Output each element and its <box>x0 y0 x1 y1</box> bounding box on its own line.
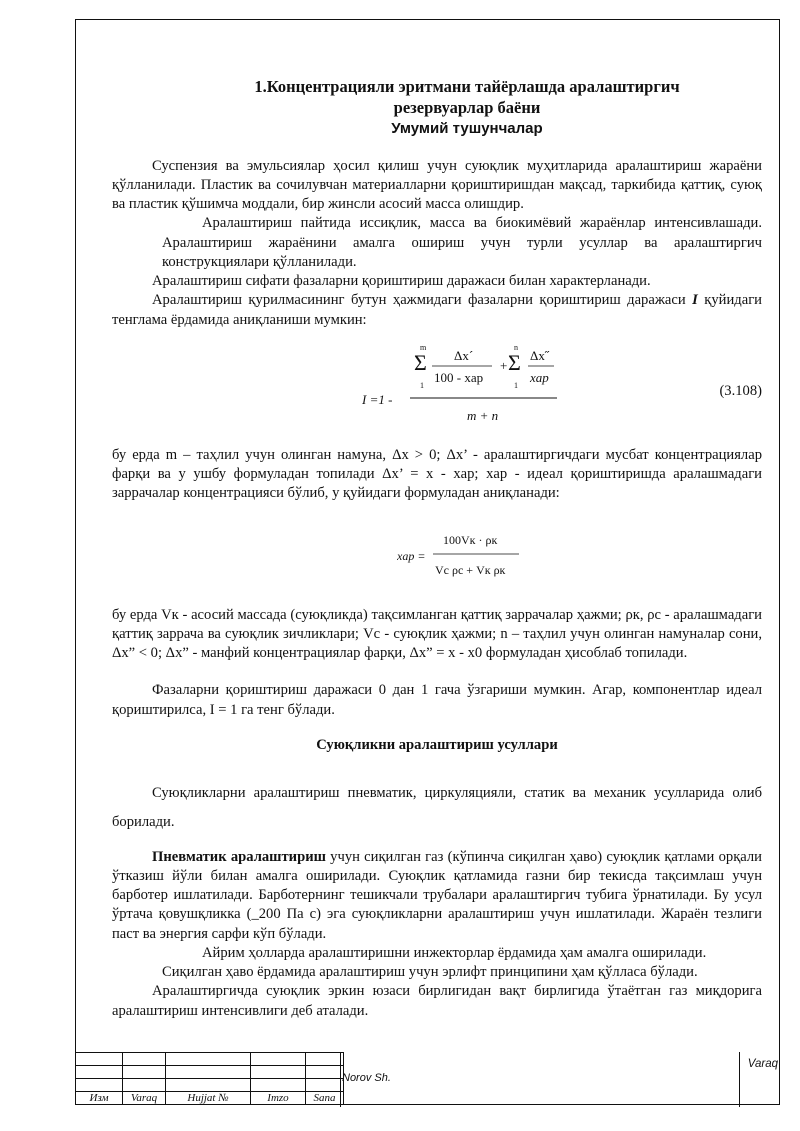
frac1-den: 100 - xар <box>434 369 484 385</box>
paragraph-10: Айрим ҳолларда аралаштиришни инжекторлар ёрдамида ҳам амалга оширилади. <box>202 944 707 961</box>
sum1-top: m <box>420 342 427 352</box>
equation-number: (3.108) <box>719 382 762 399</box>
sum2-top: n <box>514 342 518 352</box>
paragraph-3: Аралаштириш сифати фазаларни қориштириш даражаси билан характерланади. <box>152 273 651 290</box>
stamp-cell <box>76 1053 123 1066</box>
formula-3-108 <box>112 336 762 436</box>
stamp-cell <box>166 1066 251 1079</box>
paragraph-9 <box>112 848 762 944</box>
stamp-divider <box>340 1052 341 1107</box>
p4-pre: Аралаштириш қурилмасининг бутун ҳажмидаги фазаларни қориштириш даражаси <box>152 292 693 309</box>
stamp-col-izm: Изм <box>76 1092 123 1105</box>
document-body <box>112 76 762 1021</box>
stamp-grid <box>75 1052 344 1105</box>
paragraph-6: бу ерда Vк - асосий массада (суюқликда) тақсимланган қаттиқ заррачалар ҳажми; ρк, ρс - аралашмадаги қаттиқ заррача ва суюқлик зичликлари; Vс - суюқлик ҳажми; n – таҳлил учун олинган намуналар сони, Δx” < 0; Δx” - манфий концентрациялар фарқи, Δx” = x - x0 формуладан ҳисоблаб топилади. <box>112 606 762 662</box>
stamp-cell <box>306 1066 344 1079</box>
p4-post: қуйидаги тенглама ёрдамида аниқланиши мумкин: <box>112 292 762 328</box>
sum2-sigma: Σ <box>508 349 521 375</box>
stamp-cell <box>166 1079 251 1092</box>
paragraph-5: бу ерда m – таҳлил учун олинган намуна, Δx > 0; Δx’ - аралаштиргичдаги мусбат концентрациялар фарқи ва у ушбу формуладан топилади Δx’ = x - xар; xар - идеал қориштиришда аралашмадаги заррачалар концентрацияси бўлиб, у қуйидаги формуладан аниқланади: <box>112 446 762 502</box>
paragraph-4 <box>112 291 762 330</box>
frac1-num: Δx´ <box>454 347 474 363</box>
stamp-cell <box>123 1079 166 1092</box>
stamp-cell <box>123 1053 166 1066</box>
stamp-cell <box>251 1066 306 1079</box>
title-line-2: резервуарлар баёни <box>393 98 541 118</box>
paragraph-7: Фазаларни қориштириш даражаси 0 дан 1 гача ўзгариши мумкин. Агар, компонентлар идеал қориштирилса, I = 1 га тенг бўлади. <box>112 682 762 718</box>
frac2-num: Δx˝ <box>530 347 550 363</box>
page-subtitle: Умумий тушунчалар <box>391 119 543 137</box>
stamp-varaq-label: Varaq <box>747 1058 778 1070</box>
stamp-col-imzo: Imzo <box>251 1092 306 1105</box>
paragraph-11: Сиқилган ҳаво ёрдамида аралаштириш учун эрлифт принципини ҳам қўлласа бўлади. <box>162 964 698 981</box>
formula-xar-svg <box>397 518 657 592</box>
frac2-den: xар <box>530 369 549 385</box>
stamp-cell <box>76 1066 123 1079</box>
stamp-cell <box>166 1053 251 1066</box>
sum2-bottom: 1 <box>514 380 518 390</box>
stamp-author: Norov Sh. <box>342 1072 391 1084</box>
sum1-bottom: 1 <box>420 380 424 390</box>
p9-rest: учун сиқилган газ (кўпинча сиқилган ҳаво) суюқлик қатлами орқали ўтказиш йўли билан амалга оширилади. Суюқлик қатламида газни бир текисда тақсимлаш учун барботер ишлатилади. Барботернинг тешикчали трубалари аралаштиргич тубига ўрнатилади. Бу усул ўртача қовушқликка (_200 Па с) эга суюқликларни аралаштириш учун ишлатилади. Жараён тезлиги паст ва энергия сарфи кўп бўлади. <box>112 848 762 942</box>
paragraph-12: Аралаштиргичда суюқлик эркин юзаси бирлигидан вақт бирлигида ўтаётган газ миқдорига аралаштириш интенсивлиги деб аталади. <box>112 983 762 1019</box>
paragraph-2: Аралаштириш пайтида иссиқлик, масса ва биокимёвий жараёнлар интенсивлашади. Аралаштириш жараёнини амалга ошириш учун турли усуллар ва аралаштиргич конструкциялари қўлланилади. <box>162 215 762 270</box>
title-line-1: 1.Концентрацияли эритмани тайёрлашда аралаштиргич <box>254 77 680 96</box>
section-title: Суюқликни аралаштириш усуллари <box>316 736 558 753</box>
p9-bold: Пневматик аралаштириш <box>152 848 326 865</box>
page-title <box>172 76 762 119</box>
stamp-varaq-box <box>739 1052 780 1107</box>
formula-xar <box>112 518 762 592</box>
paragraph-8: Суюқликларни аралаштириш пневматик, циркуляцияли, статик ва механик усулларида олиб борилади. <box>112 785 762 831</box>
stamp-cell <box>251 1079 306 1092</box>
formula-lhs: I =1 - <box>362 391 393 407</box>
formula2-lhs: xар = <box>397 548 426 563</box>
p4-symbol: I <box>692 292 698 309</box>
stamp-col-varaq: Varaq <box>123 1092 166 1105</box>
stamp-cell <box>123 1066 166 1079</box>
stamp-cell <box>306 1079 344 1092</box>
stamp-col-hujjat: Hujjat № <box>166 1092 251 1105</box>
stamp-col-sana: Sana <box>306 1092 344 1105</box>
paragraph-1: Суспензия ва эмульсиялар ҳосил қилиш учун суюқлик муҳитларида аралаштириш жараёни қўлланилади. Пластик ва сочилувчан материалларни қориштиришдан мақсад, таркибида қаттиқ, суюқ ва пластик қўшимча моддали, бир жинсли асосий масса олишдир. <box>112 157 762 213</box>
plus-sign: + <box>500 357 508 373</box>
formula2-denominator: Vс ρс + Vк ρк <box>435 562 506 577</box>
main-denominator: m + n <box>467 407 499 423</box>
sum1-sigma: Σ <box>414 349 427 375</box>
stamp-cell <box>306 1053 344 1066</box>
stamp-cell <box>251 1053 306 1066</box>
title-block-stamp <box>75 1052 780 1107</box>
stamp-cell <box>76 1079 123 1092</box>
formula2-numerator: 100Vк · ρк <box>443 532 498 547</box>
